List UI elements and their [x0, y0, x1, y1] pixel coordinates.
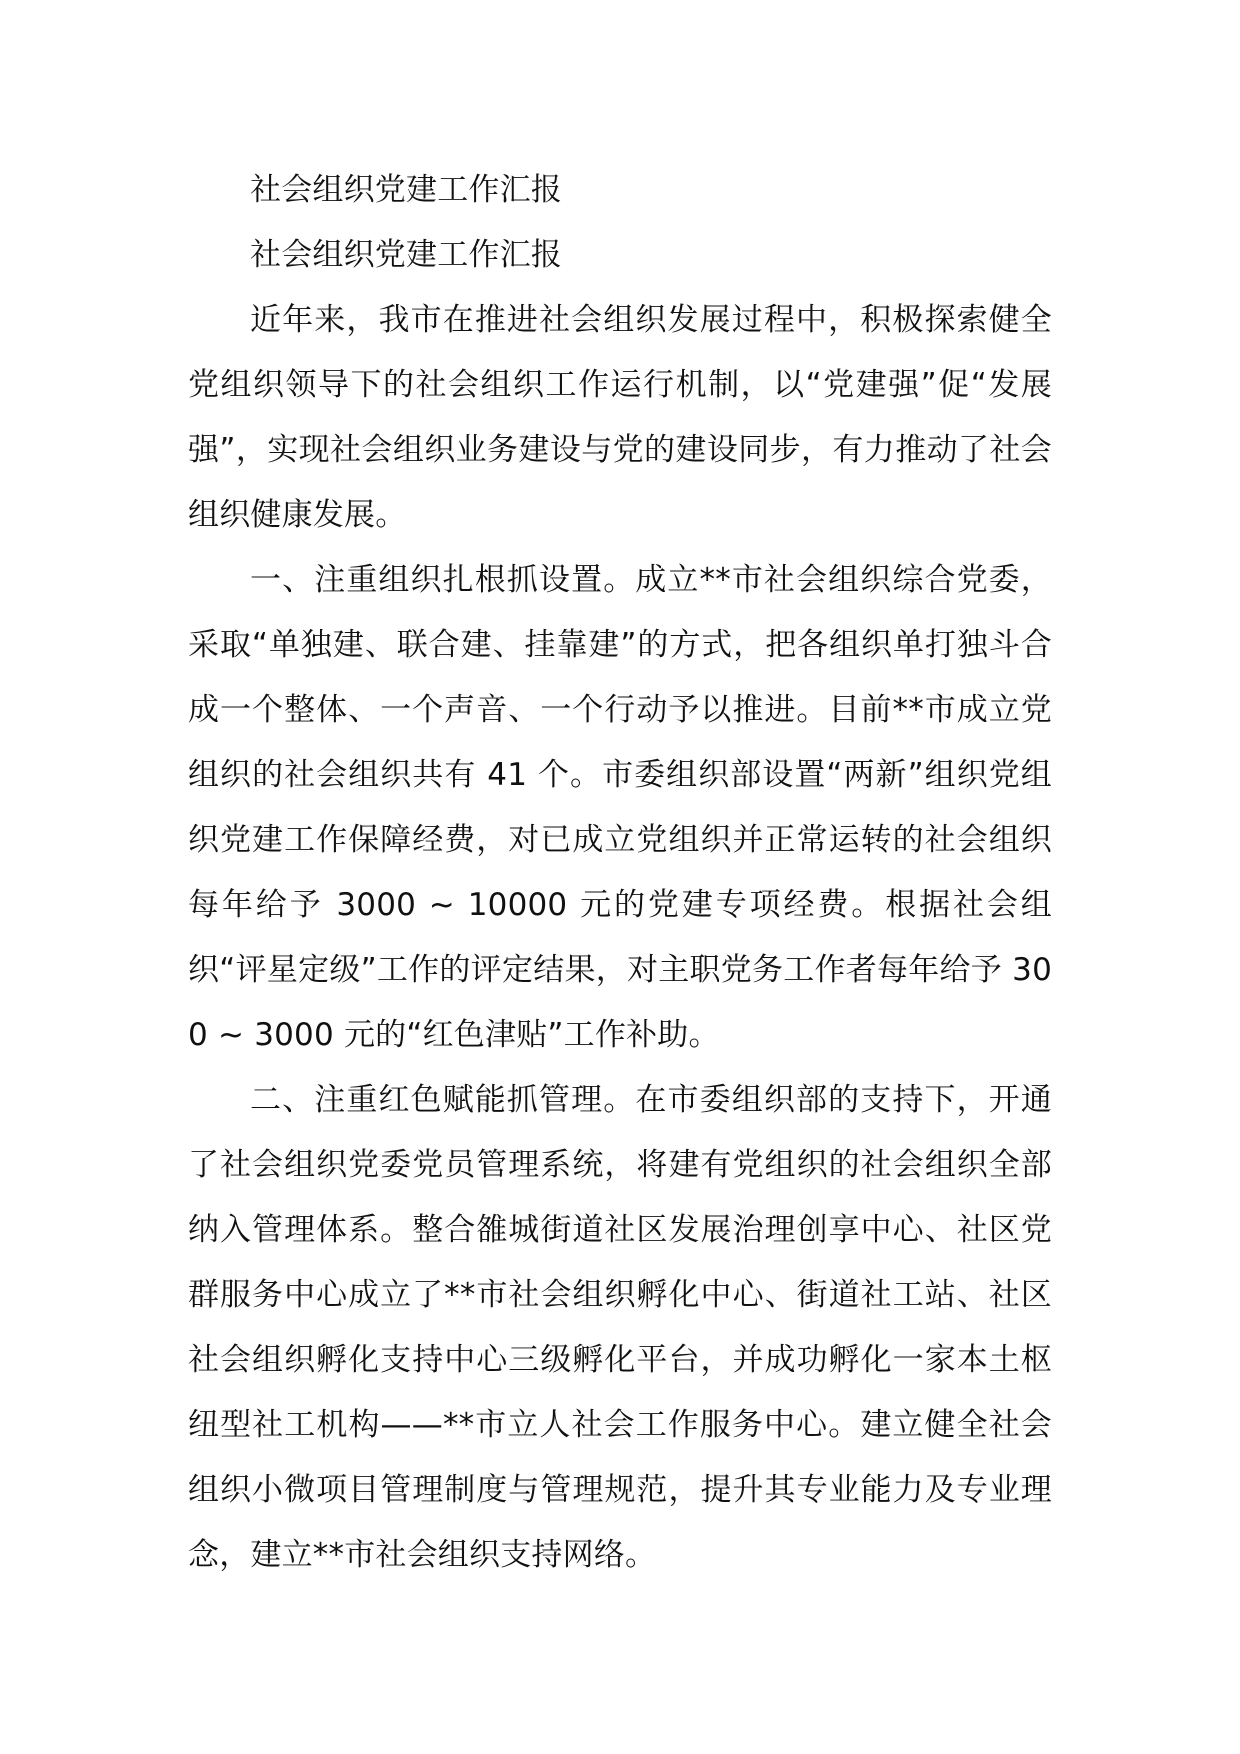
paragraph-section-one: 一、注重组织扎根抓设置。成立**市社会组织综合党委，采取“单独建、联合建、挂靠建”的方式，把各组织单打独斗合成一个整体、一个声音、一个行动予以推进。目前**市成立党组织的社会组织共有 41 个。市委组织部设置“两新”组织党组织党建工作保障经费，对已成立党组织并正常运转的社会组织每年给予 3000 ~ 10000 元的党建专项经费。根据社会组织“评星定级”工作的评定结果，对主职党务工作者每年给予 300 ~ 3000 元的“红色津贴”工作补助。 [188, 562, 1052, 1053]
paragraph-intro: 近年来，我市在推进社会组织发展过程中，积极探索健全党组织领导下的社会组织工作运行机制，以“党建强”促“发展强”，实现社会组织业务建设与党的建设同步，有力推动了社会组织健康发展。 [188, 302, 1052, 533]
document-body [188, 158, 1052, 1588]
paragraph-section-two: 二、注重红色赋能抓管理。在市委组织部的支持下，开通了社会组织党委党员管理系统，将建有党组织的社会组织全部纳入管理体系。整合雒城街道社区发展治理创享中心、社区党群服务中心成立了**市社会组织孵化中心、街道社工站、社区社会组织孵化支持中心三级孵化平台，并成功孵化一家本土枢纽型社工机构——**市立人社会工作服务中心。建立健全社会组织小微项目管理制度与管理规范，提升其专业能力及专业理念，建立**市社会组织支持网络。 [188, 1082, 1052, 1573]
document-subtitle: 社会组织党建工作汇报 [250, 237, 562, 273]
document-title: 社会组织党建工作汇报 [250, 172, 562, 208]
